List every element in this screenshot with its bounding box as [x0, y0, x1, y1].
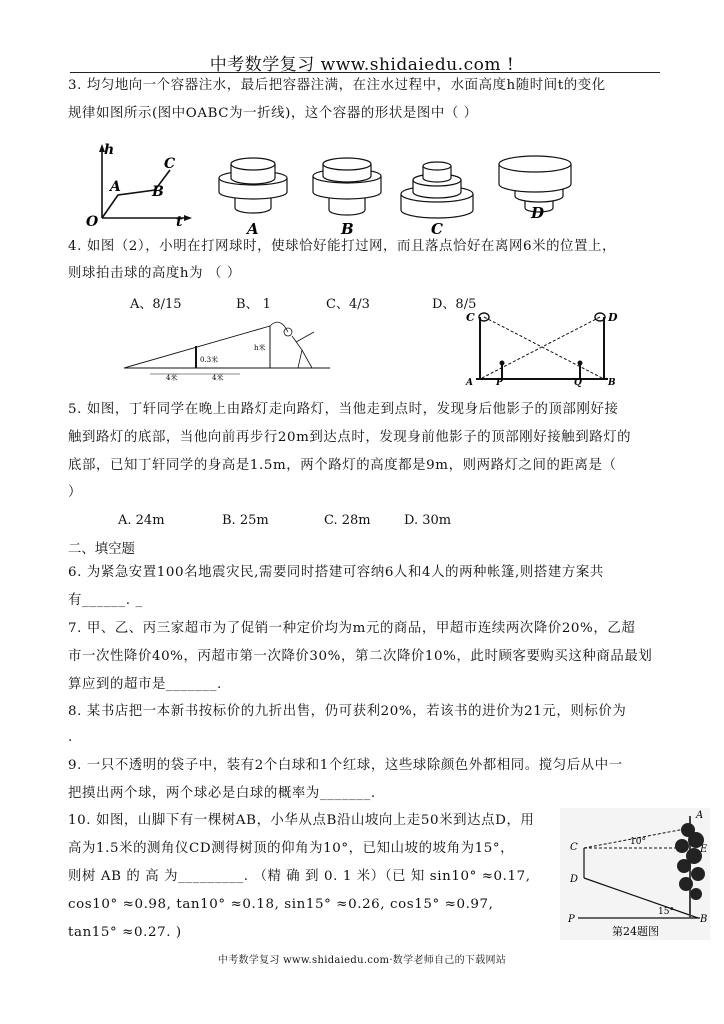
q3-line1: 3. 均匀地向一个容器注水，最后把容器注满，在注水过程中，水面高度h随时间t的变化: [68, 78, 606, 93]
q3-label-t: t: [176, 214, 183, 230]
q9-line1: 9. 一只不透明的袋子中，装有2个白球和1个红球，这些球除颜色外都相同。搅匀后从中一: [68, 758, 623, 773]
q5-option-b: B. 25m: [222, 513, 269, 528]
q3-label-o: O: [86, 214, 99, 230]
q10-fig-label-d: D: [570, 874, 579, 885]
q4-label-net: 0.3米: [200, 356, 219, 364]
q10-fig-label-e: E: [700, 844, 708, 855]
q10-line5: tan15° ≈0.27. ): [68, 925, 182, 940]
q10-tree-figure: [560, 808, 710, 940]
q4-line1: 4. 如图（2），小明在打网球时，使球恰好能打过网，而且落点恰好在离网6米的位置上，: [68, 239, 617, 254]
q4-lamp-label-b: B: [608, 378, 616, 387]
q4-lamp-label-c: C: [466, 311, 475, 324]
q3-container-label-d: D: [531, 204, 545, 222]
q10-fig-label-b: B: [700, 914, 708, 925]
q4-option-c: C、4/3: [326, 297, 370, 312]
q3-label-c: C: [164, 156, 176, 172]
q9-line2: 把摸出两个球，两个球必是白球的概率为_______.: [68, 786, 376, 801]
q3-label-h: h: [104, 142, 115, 158]
q4-tennis-figure: [120, 318, 335, 384]
q3-label-a: A: [110, 179, 121, 195]
q3-graph: [80, 140, 200, 230]
q4-lamp-figure: [462, 305, 622, 387]
q6-line1: 6. 为紧急安置100名地震灾民,需要同时搭建可容纳6人和4人的两种帐篷,则搭建方案共: [68, 565, 604, 580]
q8-line2: .: [68, 730, 73, 745]
q10-line1: 10. 如图，山脚下有一棵树AB，小华从点B沿山坡向上走50米到达点D，用: [68, 813, 535, 828]
q3-container-label-c: C: [431, 220, 443, 238]
q6-line2: 有______. _: [68, 593, 143, 608]
q7-line2: 市一次性降价40%，丙超市第一次降价30%，第二次降价10%，此时顾客要购买这种商品最划: [68, 649, 653, 664]
q5-option-c: C. 28m: [324, 513, 371, 528]
q4-lamp-label-a: A: [466, 378, 473, 387]
q10-fig-label-p: P: [568, 914, 575, 925]
section-fill-in-title: 二、填空题: [68, 542, 135, 557]
q10-fig-label-c: C: [570, 842, 578, 853]
q4-option-a: A、8/15: [130, 297, 182, 312]
q10-line3: 则树 AB 的 高 为_________. （精 确 到 0. 1 米）（已 知 sin10° ≈0.17,: [68, 869, 531, 884]
q4-label-d1: 4米: [166, 374, 178, 382]
q3-container-label-b: B: [341, 220, 354, 238]
q10-fig-label-a: A: [696, 810, 704, 821]
q5-option-d: D. 30m: [404, 513, 452, 528]
q4-option-d: D、8/5: [432, 297, 477, 312]
q3-container-label-a: A: [247, 220, 259, 238]
q4-lamp-label-d: D: [608, 311, 618, 324]
q3-containers: [215, 150, 575, 240]
q7-line1: 7. 甲、乙、丙三家超市为了促销一种定价均为m元的商品，甲超市连续两次降价20%，乙超: [68, 621, 636, 636]
q5-line3: 底部，已知丁轩同学的身高是1.5m，两个路灯的高度都是9m，则两路灯之间的距离是（: [68, 458, 617, 473]
q4-label-d2: 4米: [212, 374, 224, 382]
q5-line4: ）: [68, 485, 82, 500]
q10-line2: 高为1.5米的测角仪CD测得树顶的仰角为10°，已知山坡的坡角为15°，: [68, 841, 515, 856]
q10-fig-label-angle2: 15°: [658, 907, 674, 917]
q5-option-a: A. 24m: [118, 513, 165, 528]
header-rule: [70, 72, 660, 73]
page-header-title: 中考数学复习 www.shidaiedu.com !: [209, 55, 515, 75]
q4-option-b: B、 1: [236, 297, 271, 312]
q4-lamp-label-p: P: [496, 378, 503, 387]
q4-line2: 则球拍击球的高度h为 （ ）: [68, 266, 241, 281]
q8-line1: 8. 某书店把一本新书按标价的九折出售，仍可获利20%，若该书的进价为21元，则标价为: [68, 704, 627, 719]
page-footer: 中考数学复习 www.shidaiedu.com·数学老师自己的下载网站: [217, 955, 507, 966]
q7-line3: 算应到的超市是_______.: [68, 677, 222, 692]
q10-line4: cos10° ≈0.98, tan10° ≈0.18, sin15° ≈0.26, cos15° ≈0.97,: [68, 897, 494, 912]
q5-line2: 触到路灯的底部，当他向前再步行20m到达点时，发现身前他影子的顶部刚好接触到路灯的: [68, 430, 632, 445]
q4-label-h: h米: [254, 344, 266, 352]
q4-lamp-label-q: Q: [574, 378, 582, 387]
q3-label-b: B: [152, 184, 164, 200]
q5-line1: 5. 如图，丁轩同学在晚上由路灯走向路灯，当他走到点时，发现身后他影子的顶部刚好接: [68, 402, 619, 417]
q10-fig-label-angle1: 10°: [630, 837, 646, 847]
q10-fig-caption: 第24题图: [612, 925, 659, 938]
q3-line2: 规律如图所示(图中OABC为一折线)，这个容器的形状是图中（ ）: [68, 106, 478, 121]
